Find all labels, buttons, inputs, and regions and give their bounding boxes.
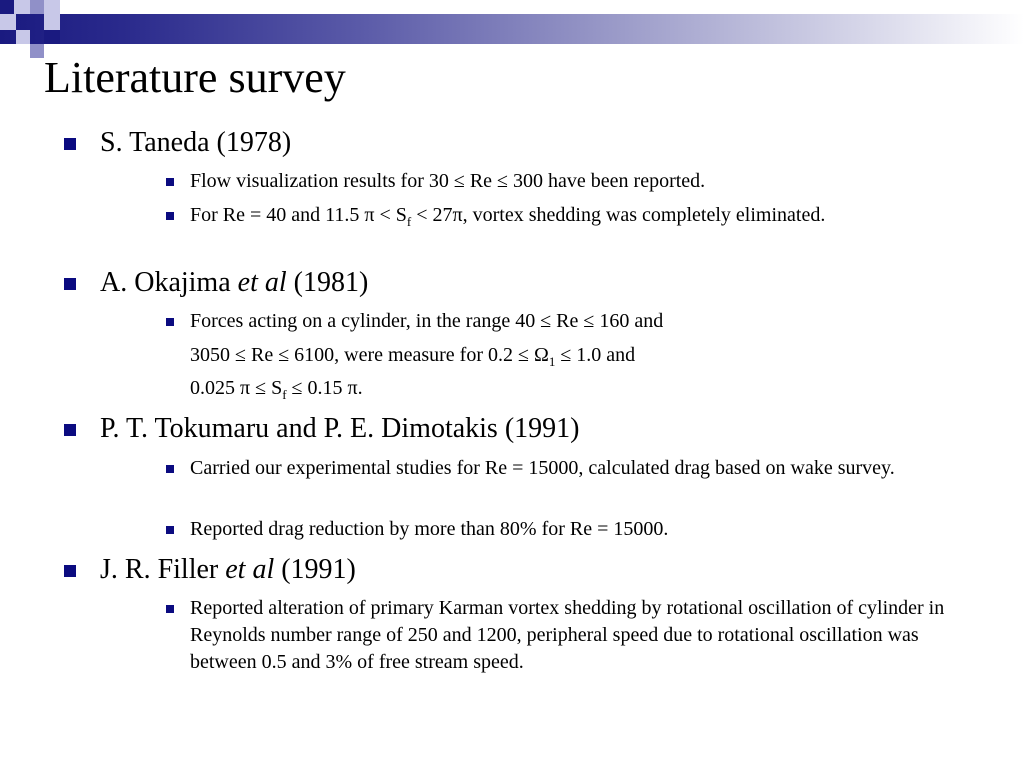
section-heading: [64, 413, 579, 445]
point-continuation: 3050 ≤ Re ≤ 6100, were measure for $0.2 \le \Omega_1 \le 1.0$ and: [190, 344, 636, 369]
point-text: Reported drag reduction by more than 80% for Re = 15000.: [190, 518, 669, 540]
square-bullet-icon: [64, 278, 76, 290]
heading-text: P. T. Tokumaru and P. E. Dimotakis (1991): [100, 413, 580, 444]
square-bullet-icon: [166, 526, 174, 534]
square-bullet-icon: [166, 318, 174, 326]
sub-point: [166, 202, 966, 229]
point-text: Flow visualization results for 30 ≤ Re ≤ 300 have been reported.: [190, 170, 706, 192]
sub-point: [166, 516, 966, 543]
square-bullet-icon: [166, 465, 174, 473]
decor-square: [44, 0, 60, 14]
sub-point: [166, 455, 966, 482]
decor-square: [14, 0, 30, 14]
sub-point: [166, 168, 966, 195]
point-text: Reported alteration of primary Karman vortex shedding by rotational oscillation of cylinder in Reynolds number range of 250 and 1200, peripheral speed due to rotational oscillation was between 0.5 and 3% of free stream speed.: [190, 597, 945, 673]
decor-square: [30, 0, 44, 14]
section-heading: [64, 127, 291, 159]
square-bullet-icon: [166, 178, 174, 186]
square-bullet-icon: [166, 212, 174, 220]
decor-square: [0, 0, 14, 14]
point-text: Carried our experimental studies for Re = 15000, calculated drag based on wake survey.: [190, 457, 895, 479]
decor-square: [16, 30, 30, 44]
point-text: For Re = 40 and 11.5 $\pi < S_f < 27\pi$, vortex shedding was completely eliminated.: [190, 204, 826, 229]
point-continuation: 0.025 $\pi \le S_f \le 0.15$ π.: [190, 377, 363, 402]
heading-text: S. Taneda (1978): [100, 127, 292, 158]
slide-title: Literature survey: [44, 53, 346, 102]
heading-text: A. Okajima et al (1981): [100, 267, 369, 298]
sub-point: [166, 308, 966, 335]
heading-text: J. R. Filler et al (1991): [100, 554, 356, 585]
header-gradient-band: [0, 14, 1024, 44]
square-bullet-icon: [64, 565, 76, 577]
decor-square: [0, 14, 16, 30]
decor-square: [44, 14, 60, 30]
section-heading: [64, 267, 368, 299]
square-bullet-icon: [166, 605, 174, 613]
decor-square: [30, 44, 44, 58]
square-bullet-icon: [64, 424, 76, 436]
point-text: Forces acting on a cylinder, in the range 40 ≤ Re ≤ 160 and: [190, 310, 664, 332]
square-bullet-icon: [64, 138, 76, 150]
section-heading: [64, 554, 356, 586]
decor-square: [44, 30, 60, 44]
sub-point: [166, 595, 966, 676]
